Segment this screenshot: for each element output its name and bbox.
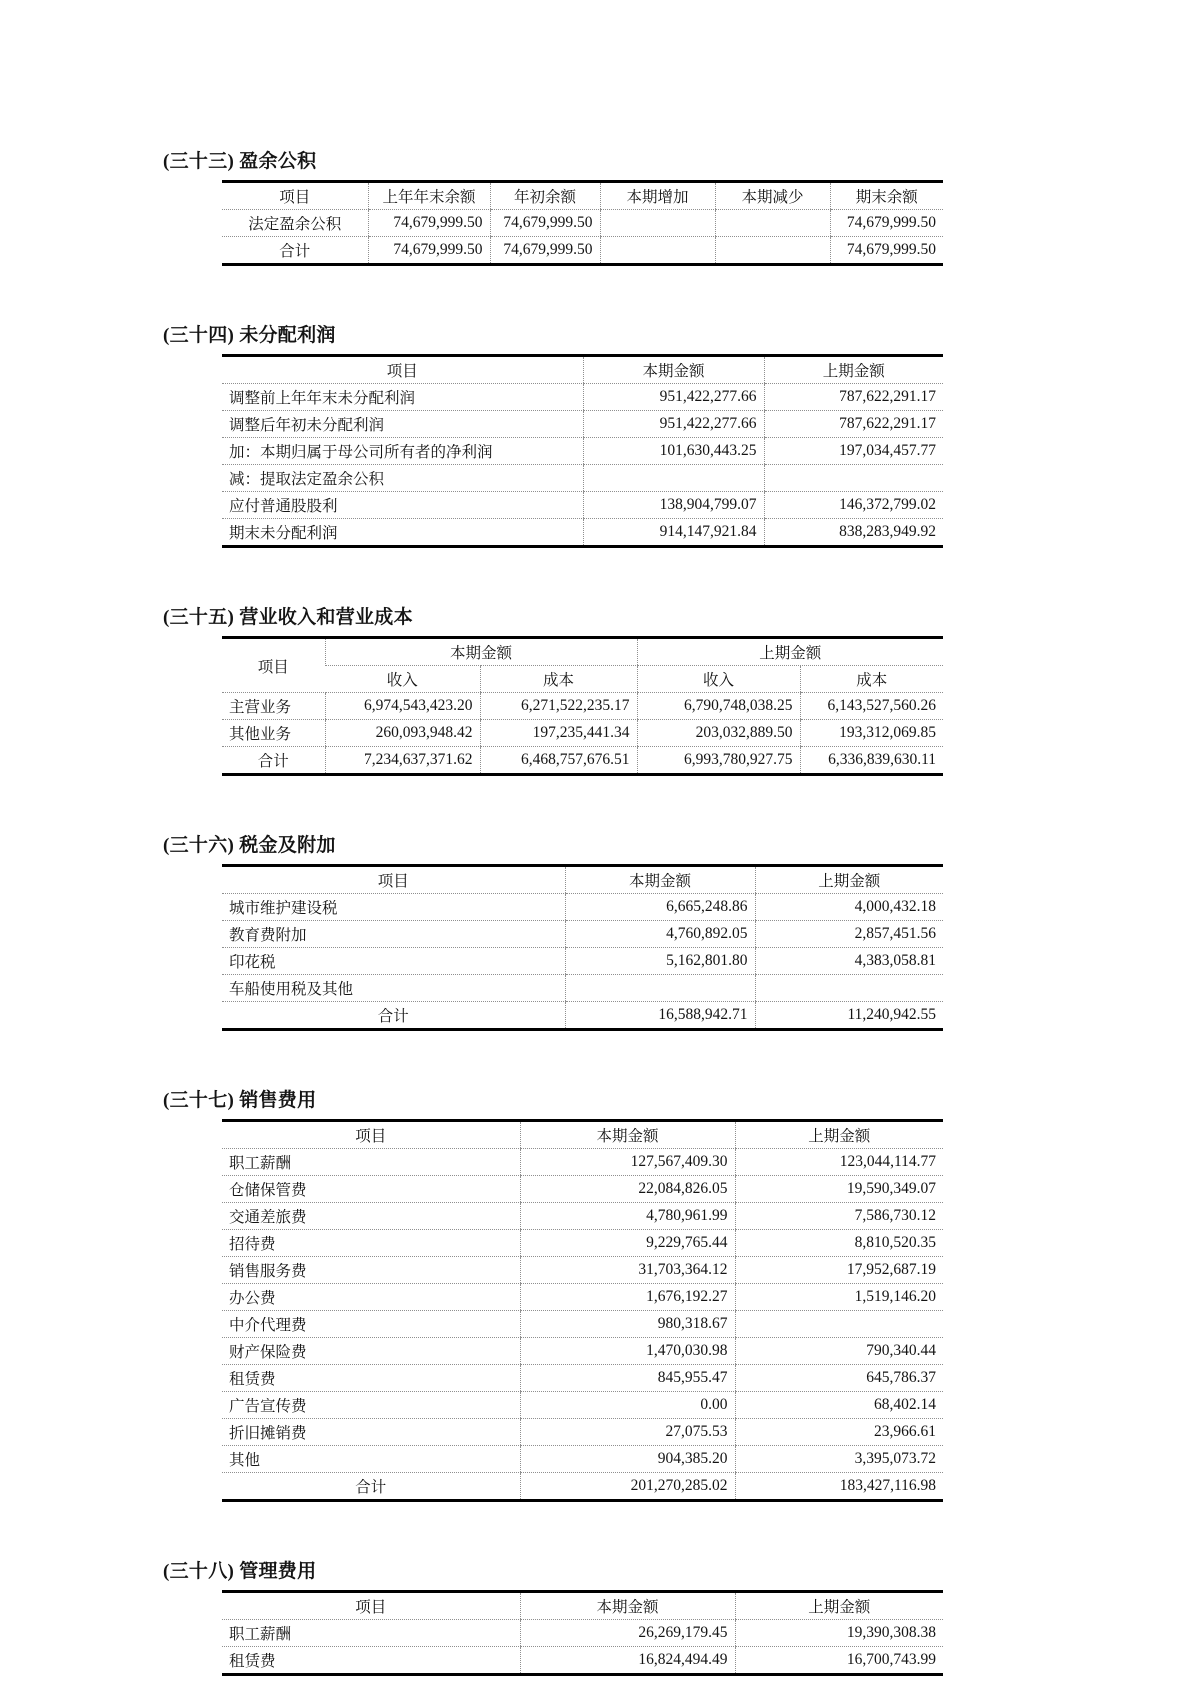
cell-value: 980,318.67 [520,1311,735,1338]
section-undistributed-profit [163,320,953,548]
cell-value [583,465,764,492]
cell-value: 197,034,457.77 [764,438,943,465]
column-header: 本期减少 [715,182,830,210]
column-header: 本期金额 [520,1121,735,1149]
cell-value: 6,336,839,630.11 [800,747,943,775]
cell-item: 中介代理费 [222,1311,520,1338]
cell-value [715,210,830,237]
table-subheader-row [222,666,943,693]
cell-item: 财产保险费 [222,1338,520,1365]
cell-value: 6,271,522,235.17 [480,693,637,720]
cell-item: 租赁费 [229,1653,276,1670]
cell-value: 4,780,961.99 [520,1203,735,1230]
cell-value: 22,084,826.05 [520,1176,735,1203]
column-header: 项目 [222,638,325,693]
selling-expenses-table [222,1119,943,1502]
cell-item: 租赁费 [222,1365,520,1392]
cell-value: 74,679,999.50 [368,237,490,265]
cell-value: 11,240,942.55 [755,1002,943,1030]
table-row [222,519,943,547]
column-header: 上期金额 [735,1592,943,1620]
cell-item: 加：本期归属于母公司所有者的净利润 [222,438,583,465]
table-total-row [222,1473,943,1501]
cell-value: 19,590,349.07 [735,1176,943,1203]
cell-item: 折旧摊销费 [222,1419,520,1446]
cell-value: 138,904,799.07 [583,492,764,519]
table-row [222,1230,943,1257]
column-subheader: 收入 [637,666,800,693]
table-row [222,1203,943,1230]
cell-item: 调整前上年年末未分配利润 [222,384,583,411]
cell-value: 17,952,687.19 [735,1257,943,1284]
cell-value: 9,229,765.44 [520,1230,735,1257]
cell-value: 1,519,146.20 [735,1284,943,1311]
cell-item: 其他业务 [222,720,325,747]
column-header: 项目 [222,356,583,384]
cell-value: 951,422,277.66 [583,411,764,438]
table-row [222,411,943,438]
cell-value: 4,000,432.18 [755,894,943,921]
cell-item: 应付普通股股利 [222,492,583,519]
section-surplus-reserve [163,146,953,266]
cell-value: 4,383,058.81 [755,948,943,975]
table-row [222,1647,943,1675]
cell-item: 交通差旅费 [222,1203,520,1230]
table-total-row [222,237,943,265]
section-taxes-surcharges [163,830,953,1031]
table-row [222,465,943,492]
section-revenue-cost [163,602,953,776]
taxes-surcharges-table [222,864,943,1031]
cell-item: 合计 [355,1479,387,1496]
surplus-reserve-table [222,180,943,266]
section-heading: (三十八) 管理费用 [163,1561,317,1582]
cell-item: 合计 [377,1008,409,1025]
cell-value: 74,679,999.50 [490,237,600,265]
cell-value: 6,468,757,676.51 [480,747,637,775]
section-heading: (三十五) 营业收入和营业成本 [163,607,413,628]
cell-item: 职工薪酬 [222,1620,520,1647]
cell-item: 期末未分配利润 [229,525,338,542]
cell-value: 193,312,069.85 [800,720,943,747]
column-header: 上期金额 [755,866,943,894]
table-row [222,894,943,921]
undistributed-profit-table [222,354,943,548]
cell-item: 减：提取法定盈余公积 [222,465,583,492]
table-row [222,492,943,519]
table-header-row [222,866,943,894]
cell-item: 仓储保管费 [222,1176,520,1203]
cell-item: 主营业务 [222,693,325,720]
table-row [222,1446,943,1473]
cell-item: 车船使用税及其他 [222,975,565,1002]
table-row [222,948,943,975]
column-header: 项目 [222,1121,520,1149]
cell-item: 招待费 [222,1230,520,1257]
cell-value: 26,269,179.45 [520,1620,735,1647]
cell-value: 4,760,892.05 [565,921,755,948]
cell-value: 31,703,364.12 [520,1257,735,1284]
cell-item: 调整后年初未分配利润 [222,411,583,438]
cell-value: 127,567,409.30 [520,1149,735,1176]
column-subheader: 成本 [480,666,637,693]
cell-value: 787,622,291.17 [764,384,943,411]
cell-value: 904,385.20 [520,1446,735,1473]
cell-item: 教育费附加 [222,921,565,948]
cell-value [764,465,943,492]
table-row [222,384,943,411]
column-header: 项目 [222,1592,520,1620]
cell-value: 787,622,291.17 [764,411,943,438]
table-row [222,693,943,720]
table-row [222,975,943,1002]
column-subheader: 收入 [325,666,480,693]
cell-value: 3,395,073.72 [735,1446,943,1473]
cell-value: 1,470,030.98 [520,1338,735,1365]
cell-item: 职工薪酬 [222,1149,520,1176]
cell-item: 办公费 [222,1284,520,1311]
cell-value [600,210,715,237]
cell-value: 183,427,116.98 [735,1473,943,1501]
table-header-row [222,1121,943,1149]
table-header-row [222,638,943,666]
cell-value: 146,372,799.02 [764,492,943,519]
cell-value: 101,630,443.25 [583,438,764,465]
cell-value: 260,093,948.42 [325,720,480,747]
table-row [222,1149,943,1176]
cell-value [735,1311,943,1338]
section-heading: (三十六) 税金及附加 [163,835,336,856]
cell-value: 16,700,743.99 [735,1647,943,1675]
column-header: 年初余额 [490,182,600,210]
cell-value [755,975,943,1002]
column-header: 本期金额 [520,1592,735,1620]
cell-value: 5,162,801.80 [565,948,755,975]
section-heading: (三十三) 盈余公积 [163,151,317,172]
cell-value: 16,588,942.71 [565,1002,755,1030]
table-header-row [222,182,943,210]
column-header: 本期金额 [583,356,764,384]
table-total-row [222,747,943,775]
report-content [163,146,953,1697]
column-header: 本期增加 [600,182,715,210]
cell-value: 6,143,527,560.26 [800,693,943,720]
section-heading: (三十四) 未分配利润 [163,325,336,346]
cell-item: 印花税 [222,948,565,975]
column-header: 期末余额 [830,182,943,210]
cell-value: 23,966.61 [735,1419,943,1446]
table-row [222,1338,943,1365]
cell-value: 201,270,285.02 [520,1473,735,1501]
cell-value: 16,824,494.49 [520,1647,735,1675]
table-row [222,1419,943,1446]
cell-value: 2,857,451.56 [755,921,943,948]
cell-value: 6,993,780,927.75 [637,747,800,775]
table-row [222,720,943,747]
cell-value [600,237,715,265]
cell-value: 6,974,543,423.20 [325,693,480,720]
column-header-group: 上期金额 [637,638,943,666]
revenue-cost-table [222,636,943,776]
table-row [222,1365,943,1392]
section-admin-expenses [163,1556,953,1676]
column-header: 本期金额 [565,866,755,894]
cell-value: 27,075.53 [520,1419,735,1446]
cell-value: 74,679,999.50 [490,210,600,237]
column-header: 项目 [222,182,368,210]
column-header: 项目 [222,866,565,894]
cell-item: 合计 [279,243,311,260]
table-header-row [222,356,943,384]
cell-item: 法定盈余公积 [222,210,368,237]
cell-value: 951,422,277.66 [583,384,764,411]
cell-value: 790,340.44 [735,1338,943,1365]
cell-value [565,975,755,1002]
cell-value: 74,679,999.50 [830,210,943,237]
table-total-row [222,1002,943,1030]
cell-value: 838,283,949.92 [764,519,943,547]
table-row [222,1176,943,1203]
table-row [222,1392,943,1419]
cell-item: 广告宣传费 [222,1392,520,1419]
cell-value: 197,235,441.34 [480,720,637,747]
cell-value: 68,402.14 [735,1392,943,1419]
table-row [222,1620,943,1647]
cell-value: 203,032,889.50 [637,720,800,747]
table-row [222,1284,943,1311]
cell-value: 7,234,637,371.62 [325,747,480,775]
column-subheader: 成本 [800,666,943,693]
table-row [222,1257,943,1284]
table-row [222,210,943,237]
column-header: 上年年末余额 [368,182,490,210]
cell-item: 其他 [222,1446,520,1473]
section-selling-expenses [163,1085,953,1502]
cell-value: 845,955.47 [520,1365,735,1392]
cell-value: 19,390,308.38 [735,1620,943,1647]
cell-value: 645,786.37 [735,1365,943,1392]
column-header-group: 本期金额 [325,638,637,666]
column-header: 上期金额 [764,356,943,384]
cell-item: 城市维护建设税 [222,894,565,921]
table-header-row [222,1592,943,1620]
cell-value: 6,665,248.86 [565,894,755,921]
table-row [222,1311,943,1338]
section-heading: (三十七) 销售费用 [163,1090,317,1111]
cell-value [715,237,830,265]
admin-expenses-table [222,1590,943,1676]
table-row [222,921,943,948]
cell-value: 123,044,114.77 [735,1149,943,1176]
cell-value: 74,679,999.50 [830,237,943,265]
cell-item: 销售服务费 [222,1257,520,1284]
cell-value: 7,586,730.12 [735,1203,943,1230]
cell-value: 8,810,520.35 [735,1230,943,1257]
table-row [222,438,943,465]
cell-value: 1,676,192.27 [520,1284,735,1311]
cell-value: 914,147,921.84 [583,519,764,547]
cell-item: 合计 [257,753,289,770]
cell-value: 6,790,748,038.25 [637,693,800,720]
column-header: 上期金额 [735,1121,943,1149]
cell-value: 74,679,999.50 [368,210,490,237]
cell-value: 0.00 [520,1392,735,1419]
